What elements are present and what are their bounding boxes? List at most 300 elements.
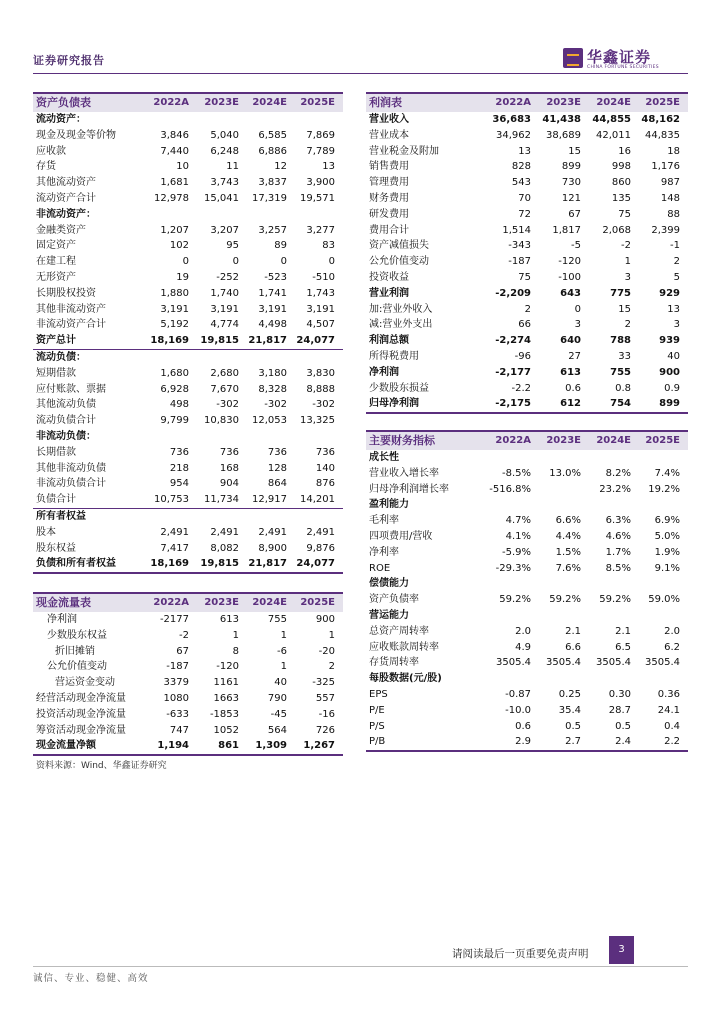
cell-value: 1,176 xyxy=(651,161,680,173)
cell-value: 2,491 xyxy=(210,526,239,538)
cell-value: 736 xyxy=(169,446,189,458)
row-label: 折旧摊销 xyxy=(55,645,95,657)
cell-value: 2,068 xyxy=(602,224,631,236)
cell-value: 6,886 xyxy=(258,145,287,157)
cell-value: 15 xyxy=(568,145,581,157)
row-label: 管理费用 xyxy=(369,177,409,189)
table-row xyxy=(366,624,688,640)
cell-value: 860 xyxy=(611,177,631,189)
cell-value: 2 xyxy=(624,319,631,331)
cell-value: -120 xyxy=(558,256,581,268)
cell-value: 2.1 xyxy=(615,625,631,637)
row-label: 流动负债合计 xyxy=(36,415,96,427)
cell-value: -10.0 xyxy=(505,704,531,716)
year-header: 2024E xyxy=(589,93,639,112)
cell-value: 8.5% xyxy=(605,562,631,574)
header-divider xyxy=(33,73,688,74)
row-label: 少数股东权益 xyxy=(47,629,107,641)
table-row xyxy=(366,175,688,191)
table-row xyxy=(33,508,343,524)
table-row xyxy=(33,413,343,429)
cell-value: 40 xyxy=(274,677,287,689)
key-ratios-table xyxy=(366,430,688,752)
row-label: 固定资产 xyxy=(36,240,76,252)
cell-value: -2,274 xyxy=(495,335,531,347)
cell-value: 24,077 xyxy=(295,556,343,573)
table-row xyxy=(33,112,343,128)
year-header: 2024E xyxy=(247,93,295,112)
cell-value: -0.87 xyxy=(505,688,531,700)
cell-value xyxy=(589,497,639,513)
table-row xyxy=(33,707,343,723)
cell-value: 36,683 xyxy=(492,114,531,125)
table-row xyxy=(366,576,688,592)
table-row xyxy=(366,640,688,656)
row-label: 每股数据(元/股) xyxy=(369,673,442,685)
table-row xyxy=(33,254,343,270)
cell-value: 2.0 xyxy=(515,625,531,637)
cell-value: -343 xyxy=(508,240,531,252)
cell-value: 18,169 xyxy=(145,333,197,349)
cell-value: 4,774 xyxy=(210,319,239,331)
cell-value xyxy=(145,349,197,365)
cell-value: 2.7 xyxy=(539,734,589,751)
cell-value: 67 xyxy=(176,645,189,657)
row-label: 股东权益 xyxy=(36,542,76,554)
table-row xyxy=(366,270,688,286)
cell-value: -120 xyxy=(216,661,239,673)
table-row xyxy=(366,655,688,671)
table-header-row xyxy=(366,431,688,450)
cell-value: 613 xyxy=(560,366,581,378)
cell-value: 0 xyxy=(182,256,189,268)
year-header: 2022A xyxy=(484,431,539,450)
table-header-row xyxy=(366,93,688,112)
cell-value: 3,830 xyxy=(306,367,335,379)
cell-value: 1,743 xyxy=(306,287,335,299)
cell-value: 954 xyxy=(169,478,189,490)
cell-value xyxy=(295,508,343,524)
cell-value: 2.1 xyxy=(565,625,581,637)
cell-value: 1.5% xyxy=(555,546,581,558)
cell-value: 3,743 xyxy=(210,177,239,189)
cell-value: 1,741 xyxy=(258,287,287,299)
footer-motto: 诚信、专业、稳健、高效 xyxy=(33,973,149,984)
table-row xyxy=(33,270,343,286)
row-label: 负债和所有者权益 xyxy=(33,556,145,573)
cell-value: 3,837 xyxy=(258,177,287,189)
cell-value: 3505.4 xyxy=(546,657,581,669)
row-label: 无形资产 xyxy=(36,271,76,283)
cell-value xyxy=(539,671,589,687)
row-label: 营运能力 xyxy=(369,609,409,621)
cell-value: 66 xyxy=(518,319,531,331)
row-label: 净利润 xyxy=(369,366,399,378)
table-row xyxy=(33,349,343,365)
table-row xyxy=(366,703,688,719)
income-statement-table xyxy=(366,92,688,414)
cell-value xyxy=(247,112,295,128)
cell-value: 1080 xyxy=(163,692,189,704)
cell-value: -187 xyxy=(508,256,531,268)
cell-value xyxy=(247,349,295,365)
cell-value: 4.1% xyxy=(505,530,531,542)
row-label: 加:营业外收入 xyxy=(369,303,433,315)
cell-value: 775 xyxy=(610,287,631,299)
cell-value: 70 xyxy=(518,192,531,204)
row-label: 其他流动资产 xyxy=(36,177,96,189)
cell-value xyxy=(539,608,589,624)
row-label: 净利润 xyxy=(47,614,77,625)
table-row xyxy=(366,349,688,365)
table-header-row xyxy=(33,593,343,612)
table-row xyxy=(33,525,343,541)
cell-value: 4.7% xyxy=(505,515,531,527)
cell-value: 2,680 xyxy=(210,367,239,379)
row-label: 公允价值变动 xyxy=(369,256,429,268)
cell-value: 2 xyxy=(524,303,531,315)
cell-value: -2177 xyxy=(159,614,189,625)
cell-value: 19 xyxy=(176,271,189,283)
row-label: 长期股权投资 xyxy=(36,287,96,299)
row-label: 净利率 xyxy=(369,546,399,558)
cell-value: 42,011 xyxy=(596,129,631,141)
table-title: 资产负债表 xyxy=(33,93,145,112)
year-header: 2023E xyxy=(539,93,589,112)
cell-value: 3,900 xyxy=(306,177,335,189)
year-header: 2025E xyxy=(295,593,343,612)
cell-value: -633 xyxy=(166,708,189,720)
row-label: P/B xyxy=(366,734,484,751)
table-row xyxy=(33,286,343,302)
cell-value: 13 xyxy=(667,303,680,315)
cell-value: 3,180 xyxy=(258,367,287,379)
cell-value: 0 xyxy=(574,303,581,315)
cell-value xyxy=(539,576,589,592)
cell-value: 148 xyxy=(660,192,680,204)
cell-value: 8 xyxy=(232,645,239,657)
logo-mark-icon xyxy=(563,48,583,68)
cell-value: 28.7 xyxy=(608,704,631,716)
cell-value: 48,162 xyxy=(641,114,680,125)
cell-value: 7,869 xyxy=(306,129,335,141)
cell-value: 4.4% xyxy=(555,530,581,542)
cell-value: 7,789 xyxy=(306,145,335,157)
cell-value: -516.8% xyxy=(489,483,531,495)
table-row xyxy=(33,445,343,461)
table-row xyxy=(33,144,343,160)
cell-value: -523 xyxy=(264,271,287,283)
cell-value xyxy=(145,112,197,128)
cell-value: 755 xyxy=(610,366,631,378)
table-row xyxy=(33,628,343,644)
cell-value: 788 xyxy=(610,335,631,347)
cell-value: 3 xyxy=(624,271,631,283)
cell-value: 23.2% xyxy=(599,483,631,495)
cell-value: 16 xyxy=(618,145,631,157)
cell-value: -187 xyxy=(166,661,189,673)
cell-value: 3379 xyxy=(163,677,189,689)
table-row xyxy=(33,541,343,557)
cell-value: 19,571 xyxy=(300,192,335,204)
cell-value: 6.2 xyxy=(664,641,680,653)
cell-value: 15,041 xyxy=(204,192,239,204)
cell-value: -252 xyxy=(216,271,239,283)
table-row xyxy=(366,545,688,561)
table-row xyxy=(33,556,343,573)
cell-value: 59.2% xyxy=(549,594,581,606)
year-header: 2022A xyxy=(145,93,197,112)
cell-value: 828 xyxy=(511,161,531,173)
cell-value: 121 xyxy=(561,192,581,204)
table-row xyxy=(366,191,688,207)
cell-value xyxy=(484,671,539,687)
cell-value: 1 xyxy=(280,629,287,641)
cell-value: 2.9 xyxy=(484,734,539,751)
table-row xyxy=(33,738,343,755)
row-label: 现金及现金等价物 xyxy=(36,129,116,141)
table-row xyxy=(33,128,343,144)
cell-value: 35.4 xyxy=(558,704,581,716)
cell-value xyxy=(639,576,688,592)
cell-value xyxy=(247,429,295,445)
cell-value: 3,191 xyxy=(258,303,287,315)
cell-value xyxy=(639,450,688,466)
cell-value: 1052 xyxy=(213,724,239,736)
cell-value xyxy=(295,112,343,128)
cell-value: 7,670 xyxy=(210,383,239,395)
cell-value: 13,325 xyxy=(300,415,335,427)
cell-value: 168 xyxy=(219,462,239,474)
row-label: EPS xyxy=(369,688,388,700)
cell-value: 67 xyxy=(568,208,581,220)
cell-value xyxy=(295,207,343,223)
cell-value: -2,209 xyxy=(495,287,531,299)
cell-value: -302 xyxy=(264,399,287,411)
table-row xyxy=(366,719,688,735)
table-row xyxy=(33,159,343,175)
table-row xyxy=(33,333,343,349)
row-label: 营业收入增长率 xyxy=(369,467,439,479)
cell-value: 3,846 xyxy=(160,129,189,141)
cell-value: 13.0% xyxy=(549,467,581,479)
year-header: 2023E xyxy=(197,593,247,612)
cell-value: 2.2 xyxy=(639,734,688,751)
cell-value: -2,175 xyxy=(484,396,539,413)
cell-value: -510 xyxy=(312,271,335,283)
cell-value: 1 xyxy=(624,256,631,268)
table-row xyxy=(33,476,343,492)
cell-value xyxy=(247,207,295,223)
row-label: 研发费用 xyxy=(369,208,409,220)
cell-value: 0 xyxy=(280,256,287,268)
cell-value: 1 xyxy=(280,661,287,673)
cell-value: 3505.4 xyxy=(596,657,631,669)
table-row xyxy=(366,144,688,160)
table-row xyxy=(33,644,343,660)
cell-value: 2,399 xyxy=(651,224,680,236)
row-label: 少数股东损益 xyxy=(369,382,429,394)
row-label: 费用合计 xyxy=(369,224,409,236)
cell-value: 754 xyxy=(589,396,639,413)
cell-value: -5 xyxy=(571,240,581,252)
cell-value xyxy=(539,497,589,513)
table-row xyxy=(366,671,688,687)
table-row xyxy=(33,302,343,318)
cell-value xyxy=(145,429,197,445)
cell-value: -45 xyxy=(270,708,287,720)
logo-name: 华鑫证券 xyxy=(587,48,652,66)
table-row xyxy=(366,238,688,254)
table-row xyxy=(33,238,343,254)
cell-value xyxy=(197,508,247,524)
table-row xyxy=(33,175,343,191)
row-label: 公允价值变动 xyxy=(47,661,107,673)
cell-value xyxy=(484,497,539,513)
cell-value: 88 xyxy=(667,208,680,220)
cell-value: -6 xyxy=(277,645,287,657)
row-label: 销售费用 xyxy=(369,161,409,173)
cell-value xyxy=(589,671,639,687)
cell-value: 0.6 xyxy=(515,720,531,732)
disclaimer-link[interactable]: 请阅读最后一页重要免责声明 xyxy=(452,948,589,960)
cell-value: 17,319 xyxy=(252,192,287,204)
cell-value: 987 xyxy=(660,177,680,189)
cell-value: 1 xyxy=(232,629,239,641)
cell-value: 3 xyxy=(574,319,581,331)
table-row xyxy=(33,397,343,413)
cell-value: 640 xyxy=(560,335,581,347)
cell-value: -20 xyxy=(318,645,335,657)
cell-value: 72 xyxy=(518,208,531,220)
cell-value: 8,888 xyxy=(306,383,335,395)
year-header: 2024E xyxy=(589,431,639,450)
cell-value: 9,876 xyxy=(306,542,335,554)
year-header: 2024E xyxy=(247,593,295,612)
cell-value: -2 xyxy=(621,240,631,252)
cell-value: 5,192 xyxy=(160,319,189,331)
table-row xyxy=(366,482,688,498)
cell-value: 7,417 xyxy=(160,542,189,554)
row-label: 投资收益 xyxy=(369,271,409,283)
table-row xyxy=(366,112,688,128)
cell-value: 4,498 xyxy=(258,319,287,331)
cell-value: 1.7% xyxy=(605,546,631,558)
cell-value: -302 xyxy=(312,399,335,411)
row-label: 四项费用/营收 xyxy=(369,530,433,542)
cell-value xyxy=(589,608,639,624)
cell-value: 6.5 xyxy=(615,641,631,653)
cell-value: 0.5 xyxy=(615,720,631,732)
table-row xyxy=(33,659,343,675)
row-label: 盈利能力 xyxy=(369,499,409,511)
cell-value: 6,248 xyxy=(210,145,239,157)
row-label: 营运资金变动 xyxy=(55,677,115,689)
cell-value: 34,962 xyxy=(496,129,531,141)
cell-value: 10,753 xyxy=(145,492,197,508)
row-label: 营业利润 xyxy=(369,287,409,299)
year-header: 2025E xyxy=(639,93,688,112)
cell-value: 21,817 xyxy=(247,556,295,573)
cell-value: 564 xyxy=(267,724,287,736)
cell-value xyxy=(145,207,197,223)
cell-value: 726 xyxy=(315,724,335,736)
cell-value: 3 xyxy=(673,319,680,331)
cell-value: 12,917 xyxy=(247,492,295,508)
row-label: 其他流动负债 xyxy=(36,399,96,411)
cell-value: 59.2% xyxy=(599,594,631,606)
cell-value: 3,191 xyxy=(306,303,335,315)
cell-value: 2,491 xyxy=(306,526,335,538)
table-row xyxy=(33,191,343,207)
cell-value: 41,438 xyxy=(542,114,581,125)
cell-value: 75 xyxy=(518,271,531,283)
data-source-note: 资料来源：Wind、华鑫证券研究 xyxy=(36,761,167,771)
row-label: 归母净利润增长率 xyxy=(369,483,449,495)
row-label: 减:营业外支出 xyxy=(369,319,433,331)
table-row xyxy=(366,450,688,466)
row-label: 营业成本 xyxy=(369,129,409,141)
table-row xyxy=(366,608,688,624)
cell-value: 6,585 xyxy=(258,129,287,141)
table-row xyxy=(366,286,688,302)
row-label: 资产负债率 xyxy=(369,594,419,606)
row-label: 成长性 xyxy=(369,452,399,463)
cell-value: 7.6% xyxy=(555,562,581,574)
cell-value: 8.2% xyxy=(605,467,631,479)
table-row xyxy=(366,734,688,751)
table-row xyxy=(366,513,688,529)
cell-value: 8,328 xyxy=(258,383,287,395)
cell-value: 19,815 xyxy=(197,333,247,349)
cell-value: 5 xyxy=(673,271,680,283)
cell-value: 3505.4 xyxy=(496,657,531,669)
cell-value: -16 xyxy=(318,708,335,720)
row-label: 短期借款 xyxy=(36,367,76,379)
cell-value xyxy=(539,450,589,466)
table-title: 现金流量表 xyxy=(33,593,145,612)
row-label: 在建工程 xyxy=(36,256,76,268)
row-label: 流动负债： xyxy=(36,351,86,363)
cell-value xyxy=(484,608,539,624)
cell-value: 899 xyxy=(561,161,581,173)
cell-value: 14,201 xyxy=(295,492,343,508)
cell-value: 2 xyxy=(328,661,335,673)
row-label: 存货周转率 xyxy=(369,657,419,669)
row-label: 应付账款、票据 xyxy=(36,383,106,395)
cell-value: 6,928 xyxy=(160,383,189,395)
cell-value xyxy=(484,576,539,592)
table-row xyxy=(366,529,688,545)
table-row xyxy=(366,207,688,223)
cell-value: 12 xyxy=(274,161,287,173)
table-row xyxy=(366,497,688,513)
year-header: 2022A xyxy=(484,93,539,112)
row-label: ROE xyxy=(369,562,391,574)
table-row xyxy=(33,429,343,445)
row-label: 长期借款 xyxy=(36,446,76,458)
logo-english-name: CHINA FORTUNE SECURITIES xyxy=(587,65,659,70)
cell-value: 1,514 xyxy=(502,224,531,236)
row-label: 筹资活动现金净流量 xyxy=(36,724,126,736)
table-row xyxy=(366,396,688,413)
table-row xyxy=(366,254,688,270)
row-label: 所得税费用 xyxy=(369,350,419,362)
row-label: 归母净利润 xyxy=(366,396,484,413)
footer-divider xyxy=(33,966,688,967)
table-row xyxy=(366,302,688,318)
cell-value: 4,507 xyxy=(306,319,335,331)
